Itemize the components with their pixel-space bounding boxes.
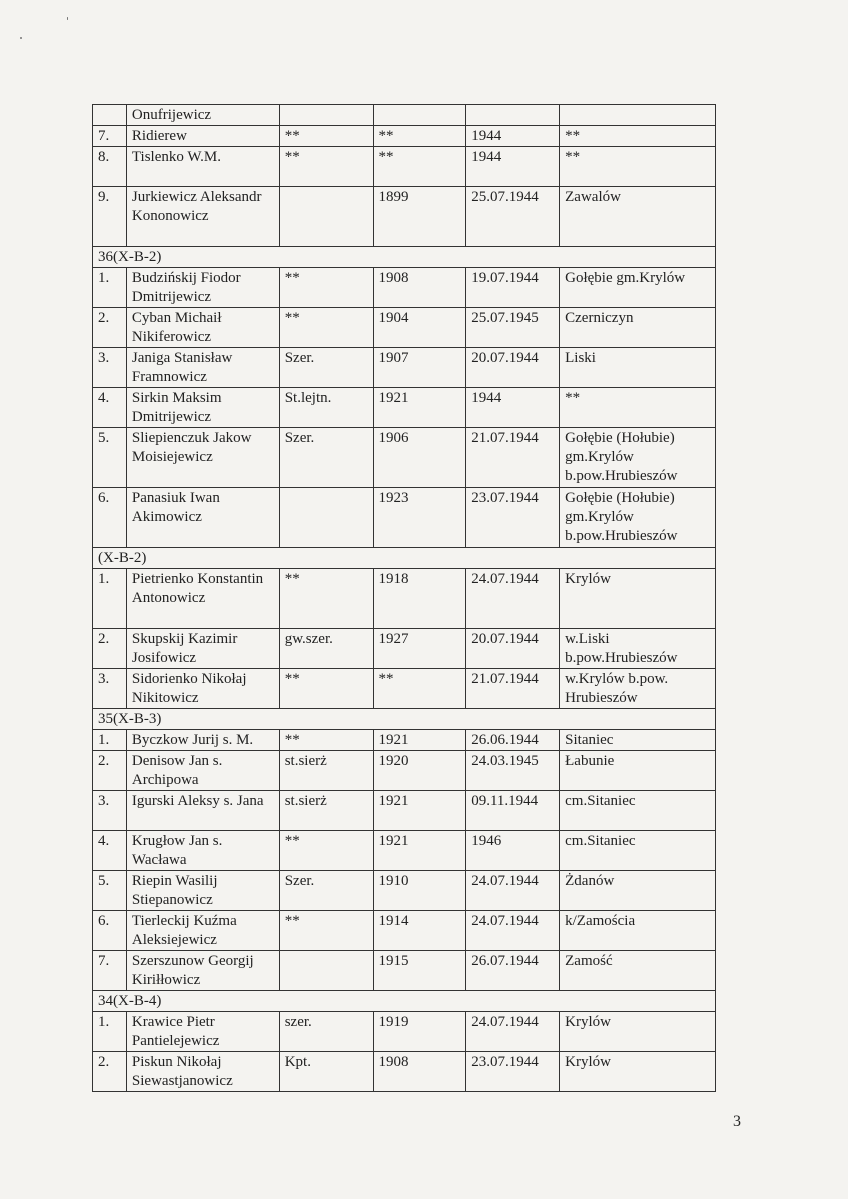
entry-death-date: 21.07.1944 [466,428,560,488]
entry-birth-year: 1921 [373,791,466,831]
entry-name: Denisow Jan s. Archipowa [126,751,279,791]
entry-death-date: 20.07.1944 [466,629,560,669]
entry-place: Sitaniec [560,730,716,751]
entry-birth-year: 1920 [373,751,466,791]
scan-speck [67,17,68,20]
entry-place: w.Liski b.pow.Hrubieszów [560,629,716,669]
entry-name: Sidorienko Nikołaj Nikitowicz [126,669,279,709]
entry-rank: ** [279,126,373,147]
table-row [93,1052,716,1092]
entry-rank: szer. [279,1012,373,1052]
entry-place: cm.Sitaniec [560,791,716,831]
entry-number: 1. [93,268,127,308]
entry-place: Żdanów [560,871,716,911]
entry-birth-year: ** [373,147,466,187]
section-header-row [93,709,716,730]
entry-death-date: 23.07.1944 [466,488,560,548]
page-number: 3 [733,1113,741,1130]
burial-register-table [92,104,716,1092]
entry-place: w.Krylów b.pow. Hrubieszów [560,669,716,709]
entry-birth-year: 1921 [373,831,466,871]
entry-birth-year: 1908 [373,268,466,308]
entry-rank: ** [279,669,373,709]
entry-birth-year: 1899 [373,187,466,247]
table-row [93,428,716,488]
entry-death-date: 25.07.1945 [466,308,560,348]
entry-place: Czerniczyn [560,308,716,348]
entry-number: 1. [93,569,127,629]
table-row [93,791,716,831]
section-header-row [93,991,716,1012]
entry-birth-year: 1906 [373,428,466,488]
entry-place: Liski [560,348,716,388]
entry-place: cm.Sitaniec [560,831,716,871]
entry-place: ** [560,388,716,428]
entry-place: k/Zamościa [560,911,716,951]
entry-name: Skupskij Kazimir Josifowicz [126,629,279,669]
entry-death-date: 26.07.1944 [466,951,560,991]
entry-death-date: 23.07.1944 [466,1052,560,1092]
entry-rank: gw.szer. [279,629,373,669]
entry-name: Byczkow Jurij s. M. [126,730,279,751]
table-row [93,348,716,388]
entry-rank: ** [279,911,373,951]
entry-death-date: 1944 [466,147,560,187]
entry-birth-year: 1908 [373,1052,466,1092]
entry-name: Krugłow Jan s. Wacława [126,831,279,871]
table-row [93,488,716,548]
entry-death-date: 24.07.1944 [466,569,560,629]
entry-place: Gołębie gm.Krylów [560,268,716,308]
section-header-row [93,247,716,268]
entry-number: 3. [93,348,127,388]
entry-number: 1. [93,730,127,751]
entry-place: Gołębie (Hołubie) gm.Krylów b.pow.Hrubieszów [560,428,716,488]
section-label: 35(X-B-3) [93,709,716,730]
entry-place: Krylów [560,569,716,629]
entry-birth-year: 1914 [373,911,466,951]
entry-number: 2. [93,629,127,669]
entry-name: Cyban Michaił Nikiferowicz [126,308,279,348]
entry-birth-year: 1918 [373,569,466,629]
entry-place: Krylów [560,1012,716,1052]
entry-birth-year: 1927 [373,629,466,669]
entry-place: Zawalów [560,187,716,247]
entry-name: Piskun Nikołaj Siewastjanowicz [126,1052,279,1092]
entry-rank: Szer. [279,428,373,488]
entry-rank: Szer. [279,348,373,388]
entry-number: 6. [93,911,127,951]
entry-number [93,105,127,126]
entry-death-date: 25.07.1944 [466,187,560,247]
entry-name: Ridierew [126,126,279,147]
entry-number: 5. [93,871,127,911]
entry-birth-year: 1907 [373,348,466,388]
section-label: (X-B-2) [93,548,716,569]
entry-death-date: 24.03.1945 [466,751,560,791]
entry-name: Janiga Stanisław Framnowicz [126,348,279,388]
table-row [93,951,716,991]
entry-death-date: 24.07.1944 [466,871,560,911]
table-row [93,147,716,187]
entry-number: 8. [93,147,127,187]
entry-death-date: 21.07.1944 [466,669,560,709]
entry-name: Budzińskij Fiodor Dmitrijewicz [126,268,279,308]
entry-death-date: 09.11.1944 [466,791,560,831]
table-row [93,388,716,428]
entry-rank [279,187,373,247]
entry-birth-year: ** [373,669,466,709]
entry-number: 7. [93,126,127,147]
entry-number: 7. [93,951,127,991]
entry-birth-year: 1921 [373,388,466,428]
entry-birth-year: 1923 [373,488,466,548]
entry-rank: ** [279,730,373,751]
entry-number: 2. [93,308,127,348]
entry-name: Tislenko W.M. [126,147,279,187]
entry-number: 5. [93,428,127,488]
entry-name: Sirkin Maksim Dmitrijewicz [126,388,279,428]
entry-place: ** [560,126,716,147]
table-row [93,268,716,308]
entry-number: 6. [93,488,127,548]
entry-place: Krylów [560,1052,716,1092]
register-body [93,105,716,1092]
entry-birth-year [373,105,466,126]
entry-rank: ** [279,268,373,308]
entry-death-date: 1944 [466,126,560,147]
entry-number: 2. [93,751,127,791]
entry-place: Gołębie (Hołubie) gm.Krylów b.pow.Hrubieszów [560,488,716,548]
entry-rank [279,488,373,548]
table-row [93,911,716,951]
section-header-row [93,548,716,569]
scan-speck [20,37,22,39]
table-row [93,569,716,629]
entry-rank [279,951,373,991]
section-label: 34(X-B-4) [93,991,716,1012]
entry-birth-year: 1910 [373,871,466,911]
entry-rank: ** [279,308,373,348]
entry-rank: st.sierż [279,751,373,791]
entry-number: 3. [93,791,127,831]
entry-name: Riepin Wasilij Stiepanowicz [126,871,279,911]
entry-birth-year: 1915 [373,951,466,991]
entry-death-date: 20.07.1944 [466,348,560,388]
entry-name: Pietrienko Konstantin Antonowicz [126,569,279,629]
entry-birth-year: 1919 [373,1012,466,1052]
table-row [93,871,716,911]
entry-name: Sliepienczuk Jakow Moisiejewicz [126,428,279,488]
entry-birth-year: ** [373,126,466,147]
entry-birth-year: 1921 [373,730,466,751]
entry-place: ** [560,147,716,187]
entry-place: Zamość [560,951,716,991]
entry-place [560,105,716,126]
table-row [93,308,716,348]
table-row [93,669,716,709]
entry-name: Jurkiewicz Aleksandr Kononowicz [126,187,279,247]
entry-birth-year: 1904 [373,308,466,348]
entry-name: Tierleckij Kuźma Aleksiejewicz [126,911,279,951]
entry-death-date: 24.07.1944 [466,1012,560,1052]
entry-rank: St.lejtn. [279,388,373,428]
entry-death-date: 1944 [466,388,560,428]
table-row [93,730,716,751]
table-row [93,629,716,669]
table-row [93,126,716,147]
entry-rank: ** [279,569,373,629]
entry-number: 4. [93,831,127,871]
section-label: 36(X-B-2) [93,247,716,268]
table-row [93,831,716,871]
entry-rank: ** [279,831,373,871]
entry-number: 9. [93,187,127,247]
entry-number: 4. [93,388,127,428]
entry-rank [279,105,373,126]
entry-death-date: 26.06.1944 [466,730,560,751]
entry-death-date: 1946 [466,831,560,871]
entry-number: 2. [93,1052,127,1092]
entry-number: 3. [93,669,127,709]
table-row [93,105,716,126]
entry-name: Onufrijewicz [126,105,279,126]
entry-number: 1. [93,1012,127,1052]
table-row [93,751,716,791]
entry-name: Szerszunow Georgij Kiriłłowicz [126,951,279,991]
entry-death-date: 19.07.1944 [466,268,560,308]
entry-rank: st.sierż [279,791,373,831]
table-row [93,187,716,247]
table-row [93,1012,716,1052]
entry-name: Krawice Pietr Pantielejewicz [126,1012,279,1052]
entry-death-date [466,105,560,126]
entry-death-date: 24.07.1944 [466,911,560,951]
entry-place: Łabunie [560,751,716,791]
entry-rank: ** [279,147,373,187]
entry-rank: Kpt. [279,1052,373,1092]
entry-rank: Szer. [279,871,373,911]
entry-name: Panasiuk Iwan Akimowicz [126,488,279,548]
entry-name: Igurski Aleksy s. Jana [126,791,279,831]
